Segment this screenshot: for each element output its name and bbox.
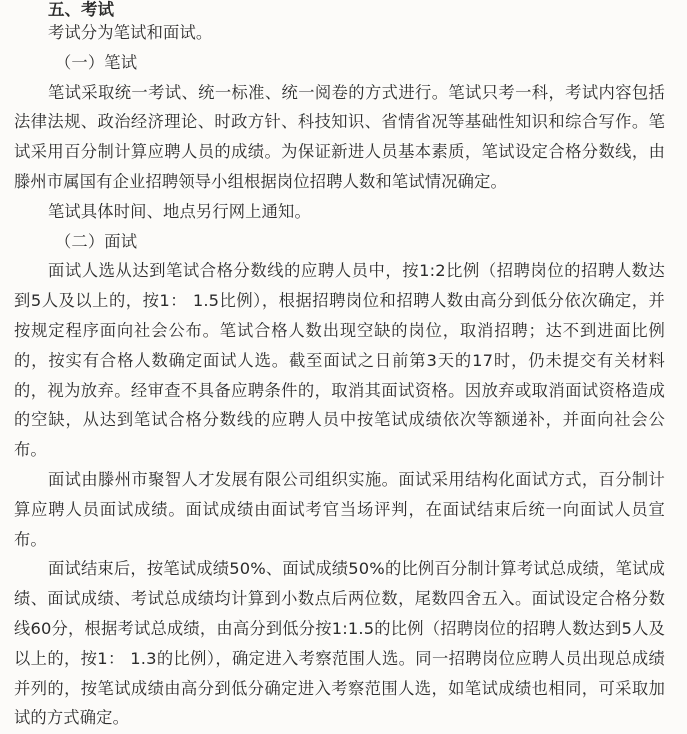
- section-title: 五、考试: [48, 0, 114, 19]
- exam-intro-paragraph: 考试分为笔试和面试。: [48, 23, 213, 42]
- written-exam-paragraph-2: 笔试具体时间、地点另行网上通知。: [48, 201, 311, 221]
- written-exam-title: （一）笔试: [55, 52, 138, 72]
- interview-paragraph-3: 面试结束后，按笔试成绩50%、面试成绩50%的比例百分制计算考试总成绩，笔试成绩、面试成绩、考试总成绩均计算到小数点后两位数，尾数四舍五入。面试设定合格分数线60分，根据考试总成绩，由高分到低分按1:1.5的比例（招聘岗位的招聘人数达到5人及以上的，按1： 1.3的比例），确定进入考察范围人选。同一招聘岗位应聘人员出现总成绩并列的，按笔试成绩由高分到低分确定进入考察范围人选，如笔试成绩也相同，可采取加试的方式确定。: [14, 559, 665, 728]
- written-exam-paragraph-1: 笔试采取统一考试、统一标准、统一阅卷的方式进行。笔试只考一科，考试内容包括法律法规、政治经济理论、时政方针、科技知识、省情省况等基础性知识和综合写作。笔试采用百分制计算应聘人员的成绩。为保证新进人员基本素质，笔试设定合格分数线，由滕州市属国有企业招聘领导小组根据岗位招聘人数和笔试情况确定。: [14, 82, 665, 191]
- interview-title: （二）面试: [55, 231, 138, 251]
- interview-paragraph-1: 面试人选从达到笔试合格分数线的应聘人员中，按1:2比例（招聘岗位的招聘人数达到5人及以上的，按1： 1.5比例），根据招聘岗位和招聘人数由高分到低分依次确定，并按规定程序面向社会公布。笔试合格人数出现空缺的岗位，取消招聘；达不到进面比例的，按实有合格人数确定面试人选。截至面试之日前第3天的17时，仍未提交有关材料的，视为放弃。经审查不具备应聘条件的，取消其面试资格。因放弃或取消面试资格造成的空缺，从达到笔试合格分数线的应聘人员中按笔试成绩依次等额递补，并面向社会公布。: [14, 261, 665, 460]
- interview-paragraph-2: 面试由滕州市聚智人才发展有限公司组织实施。面试采用结构化面试方式，百分制计算应聘人员面试成绩。面试成绩由面试考官当场评判，在面试结束后统一向面试人员宣布。: [14, 469, 665, 549]
